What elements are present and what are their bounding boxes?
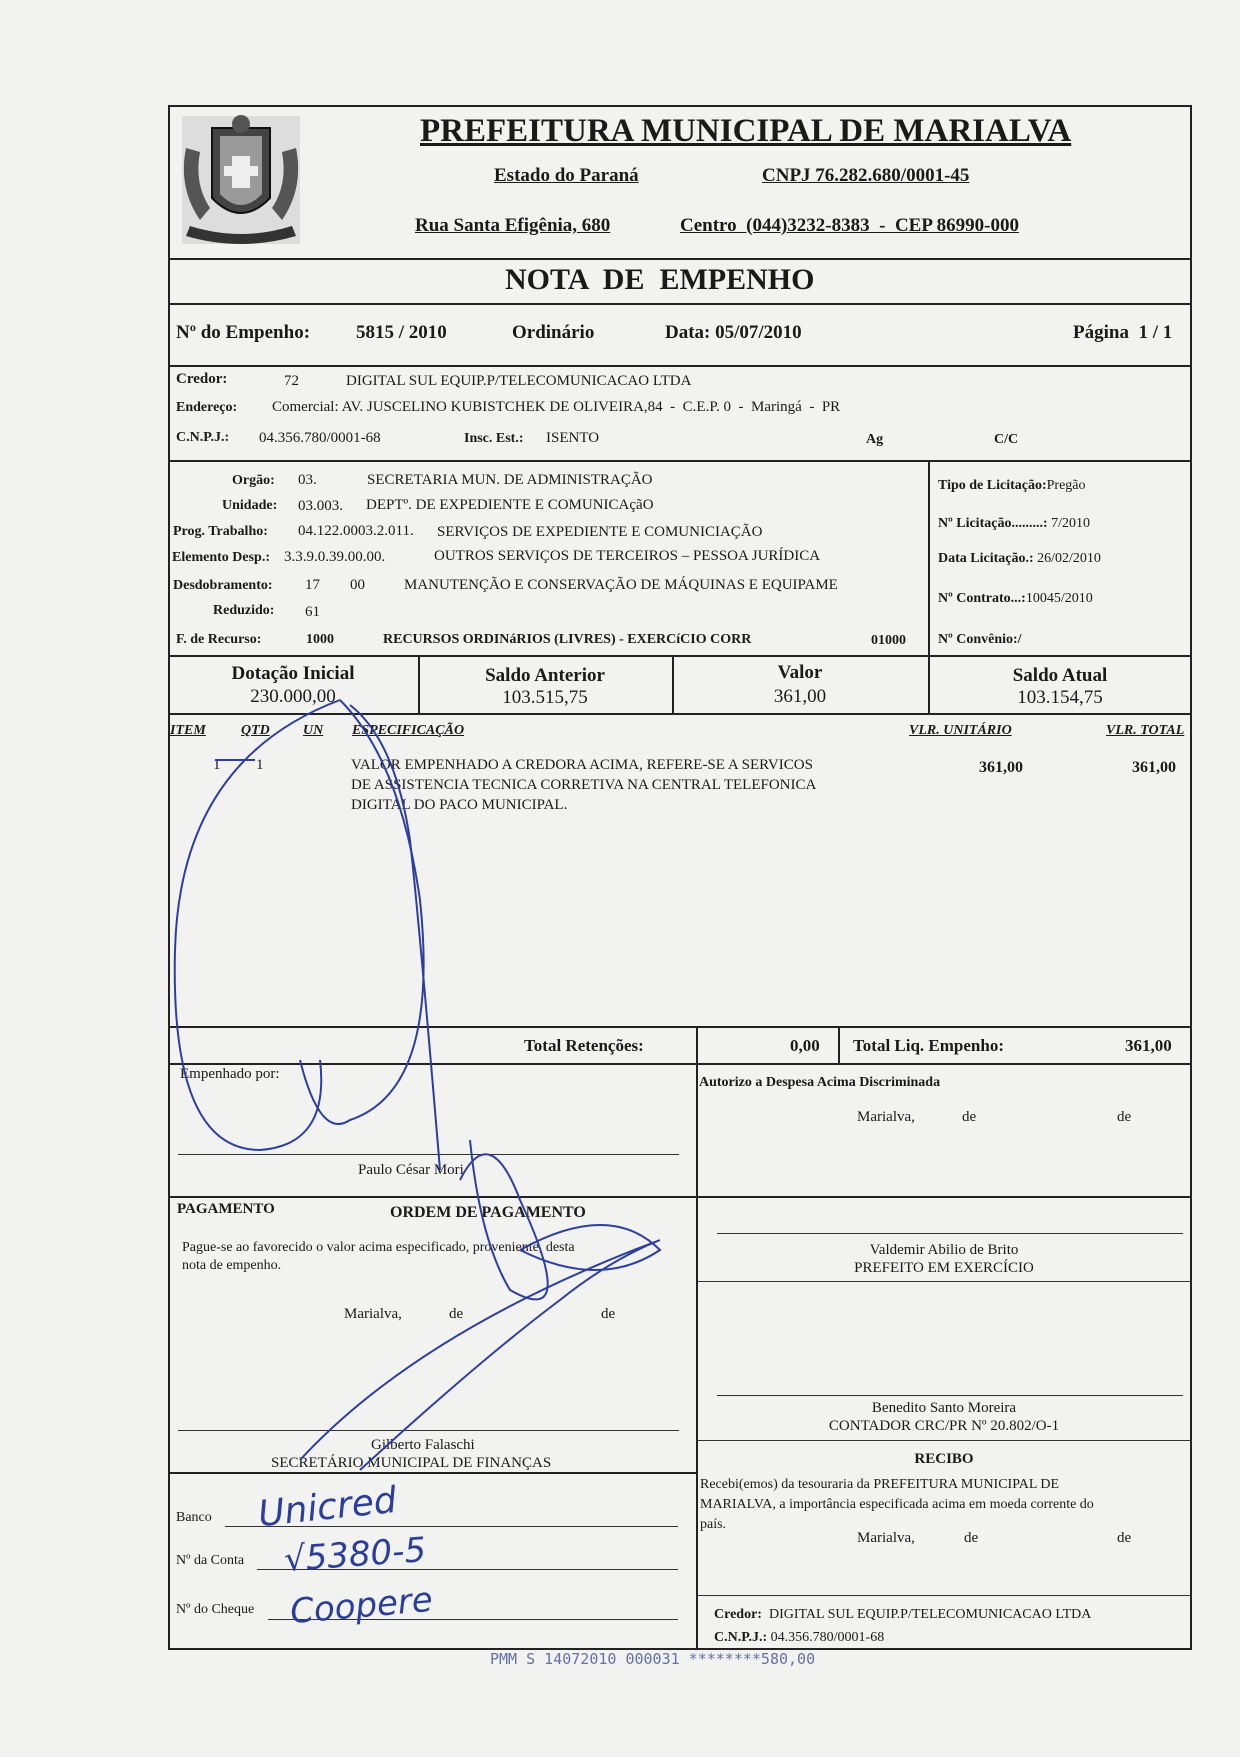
valor-value: 361,00 (773, 686, 827, 707)
address-contact: Centro (044)3232-8383 - CEP 86990-000 (680, 215, 1019, 236)
autorizo-de1: de (962, 1109, 977, 1125)
empenhado-por-name: Paulo César Mori (358, 1162, 464, 1178)
agencia-label: Ag (866, 432, 884, 447)
credor-footer-name: DIGITAL SUL EQUIP.P/TELECOMUNICACAO LTDA (768, 1607, 1092, 1622)
item-desc-line2: DE ASSISTENCIA TECNICA CORRETIVA NA CENTRAL TELEFONICA (351, 777, 817, 793)
reduzido-label: Reduzido: (213, 603, 275, 618)
data-licitacao-label: Data Licitação.: (938, 551, 1034, 566)
credor-label: Credor: (176, 371, 228, 387)
elemento-desp-label: Elemento Desp.: (172, 550, 270, 565)
item-vlr-total: 361,00 (1132, 759, 1176, 776)
prefeito-role: PREFEITO EM EXERCÍCIO (854, 1260, 1034, 1276)
ordem-pagamento-label: ORDEM DE PAGAMENTO (390, 1204, 586, 1221)
prog-trabalho-label: Prog. Trabalho: (173, 524, 268, 539)
col-header-vlr-unitario: VLR. UNITÁRIO (909, 723, 1012, 738)
conta-handwritten: √5380-5 (282, 1530, 428, 1580)
elemento-desp-name: OUTROS SERVIÇOS DE TERCEIROS – PESSOA JURÍDICA (434, 548, 821, 564)
credor-code: 72 (284, 373, 299, 389)
data-licitacao-value: 26/02/2010 (1037, 551, 1101, 566)
page-title: PREFEITURA MUNICIPAL DE MARIALVA (420, 113, 1072, 149)
saldo-atual-value: 103.154,75 (1017, 687, 1103, 708)
orgao-label: Orgão: (232, 473, 275, 488)
prog-trabalho-code: 04.122.0003.2.011. (298, 523, 414, 539)
recibo-text-line1: Recebi(emos) da tesouraria da PREFEITURA MUNICIPAL DE (700, 1477, 1060, 1492)
cnpj-credor-label: C.N.P.J.: (176, 430, 230, 445)
address-label: Rua Santa Efigênia, 680 (415, 215, 611, 236)
saldo-anterior-label: Saldo Anterior (485, 665, 605, 686)
credor-footer-cnpj-value: 04.356.780/0001-68 (770, 1630, 885, 1645)
conta-corrente-label: C/C (994, 432, 1019, 447)
insc-est-label: Insc. Est.: (464, 431, 524, 446)
pagamento-label: PAGAMENTO (177, 1201, 275, 1217)
orgao-name: SECRETARIA MUN. DE ADMINISTRAÇÃO (367, 472, 653, 488)
recibo-de2: de (1117, 1530, 1132, 1546)
credor-name: DIGITAL SUL EQUIP.P/TELECOMUNICACAO LTDA (346, 373, 692, 389)
autorizo-de2: de (1117, 1109, 1132, 1125)
item-vlr-unitario: 361,00 (979, 759, 1023, 776)
saldo-atual-label: Saldo Atual (1012, 665, 1108, 686)
cnpj-credor-value: 04.356.780/0001-68 (259, 430, 381, 446)
credor-footer-label: Credor: (714, 1607, 762, 1622)
pagamento-text-line2: nota de empenho. (182, 1258, 282, 1273)
fonte-recurso-code: 1000 (306, 632, 334, 647)
tipo-licitacao-value: Pregão (1046, 478, 1086, 493)
recibo-text-line2: MARIALVA, a importância especificada acima em moeda corrente do (700, 1497, 1094, 1512)
col-header-especificacao: ESPECIFICAÇÃO (352, 723, 465, 738)
credor-footer-cnpj-label: C.N.P.J.: (714, 1630, 768, 1645)
numero-conta-label: Nº da Conta (176, 1553, 245, 1568)
desdobramento-b: 00 (350, 577, 365, 593)
item-desc-line1: VALOR EMPENHADO A CREDORA ACIMA, REFERE-SE A SERVICOS (351, 757, 813, 773)
banco-handwritten: Unicred (256, 1479, 399, 1536)
reduzido-value: 61 (305, 604, 320, 620)
numero-licitacao-value: 7/2010 (1051, 516, 1090, 531)
fonte-recurso-code2: 01000 (871, 633, 906, 648)
item-number: 1 (213, 757, 221, 773)
numero-contrato-value: 10045/2010 (1025, 591, 1093, 606)
endereco-value: Comercial: AV. JUSCELINO KUBISTCHEK DE OLIVEIRA,84 - C.E.P. 0 - Maringá - PR (272, 399, 841, 415)
unidade-label: Unidade: (222, 498, 278, 513)
total-retencoes-label: Total Retenções: (524, 1036, 644, 1055)
recibo-text-line3: país. (700, 1517, 727, 1532)
col-header-item: ITEM (170, 723, 206, 738)
item-qtd: 1 (256, 757, 264, 773)
total-retencoes-value: 0,00 (790, 1036, 820, 1055)
cheque-handwritten: Coopere (288, 1579, 435, 1633)
secretario-name: Gilberto Falaschi (371, 1437, 475, 1453)
empenhado-por-label: Empenhado por: (180, 1066, 280, 1082)
total-liquido-value: 361,00 (1125, 1036, 1172, 1055)
pagamento-de1: de (449, 1306, 464, 1322)
numero-contrato-label: Nº Contrato...: (938, 591, 1026, 606)
unidade-code: 03.003. (298, 498, 343, 514)
contador-name: Benedito Santo Moreira (871, 1400, 1017, 1416)
fonte-recurso-name: RECURSOS ORDINáRIOS (LIVRES) - EXERCíCIO CORR (383, 632, 752, 647)
page-number: Página 1 / 1 (1073, 322, 1173, 343)
contador-role: CONTADOR CRC/PR Nº 20.802/O-1 (828, 1418, 1060, 1434)
pagamento-de2: de (601, 1306, 616, 1322)
numero-convenio: Nº Convênio:/ (938, 632, 1022, 647)
desdobramento-a: 17 (305, 577, 320, 593)
col-header-qtd: QTD (241, 723, 270, 738)
endereco-label: Endereço: (176, 400, 238, 415)
cnpj-label: CNPJ 76.282.680/0001-45 (762, 165, 970, 186)
empenho-type: Ordinário (512, 322, 595, 343)
autorizo-place: Marialva, (857, 1109, 915, 1125)
unidade-name: DEPTº. DE EXPEDIENTE E COMUNICAçãO (366, 497, 654, 513)
recibo-place: Marialva, (857, 1530, 915, 1546)
numero-cheque-label: Nº do Cheque (176, 1602, 255, 1617)
autorizo-label: Autorizo a Despesa Acima Discriminada (699, 1075, 941, 1090)
pagamento-text-line1: Pague-se ao favorecido o valor acima especificado, proveniente, desta (182, 1240, 575, 1255)
numero-licitacao-label: Nº Licitação.........: (938, 516, 1048, 531)
total-liquido-label: Total Liq. Empenho: (853, 1036, 1004, 1055)
insc-est-value: ISENTO (546, 430, 600, 446)
prog-trabalho-name: SERVIÇOS DE EXPEDIENTE E COMUNICIAÇÃO (437, 524, 763, 540)
state-label: Estado do Paraná (494, 165, 639, 186)
col-header-vlr-total: VLR. TOTAL (1106, 723, 1185, 738)
desdobramento-label: Desdobramento: (173, 578, 273, 593)
empenho-number: 5815 / 2010 (356, 322, 447, 343)
empenho-date: Data: 05/07/2010 (665, 322, 802, 343)
recibo-label: RECIBO (914, 1451, 974, 1467)
desdobramento-name: MANUTENÇÃO E CONSERVAÇÃO DE MÁQUINAS E EQUIPAME (404, 577, 838, 593)
valor-label: Valor (777, 662, 823, 683)
orgao-code: 03. (298, 472, 317, 488)
col-header-un: UN (303, 723, 324, 738)
document-title: NOTA DE EMPENHO (505, 263, 815, 296)
elemento-desp-code: 3.3.9.0.39.00.00. (284, 549, 386, 565)
pagamento-place: Marialva, (344, 1306, 402, 1322)
payment-stamp: PMM S 14072010 000031 ********580,00 (490, 1650, 816, 1668)
saldo-anterior-value: 103.515,75 (502, 687, 588, 708)
fonte-recurso-label: F. de Recurso: (176, 632, 262, 647)
tipo-licitacao-label: Tipo de Licitação: (938, 478, 1047, 493)
secretario-role: SECRETÁRIO MUNICIPAL DE FINANÇAS (271, 1455, 552, 1471)
item-desc-line3: DIGITAL DO PACO MUNICIPAL. (351, 797, 568, 813)
dotacao-inicial-value: 230.000,00 (250, 686, 336, 707)
dotacao-inicial-label: Dotação Inicial (231, 663, 355, 684)
empenho-number-label: Nº do Empenho: (176, 322, 311, 343)
recibo-de1: de (964, 1530, 979, 1546)
banco-label: Banco (176, 1510, 212, 1525)
prefeito-name: Valdemir Abilio de Brito (869, 1242, 1019, 1258)
